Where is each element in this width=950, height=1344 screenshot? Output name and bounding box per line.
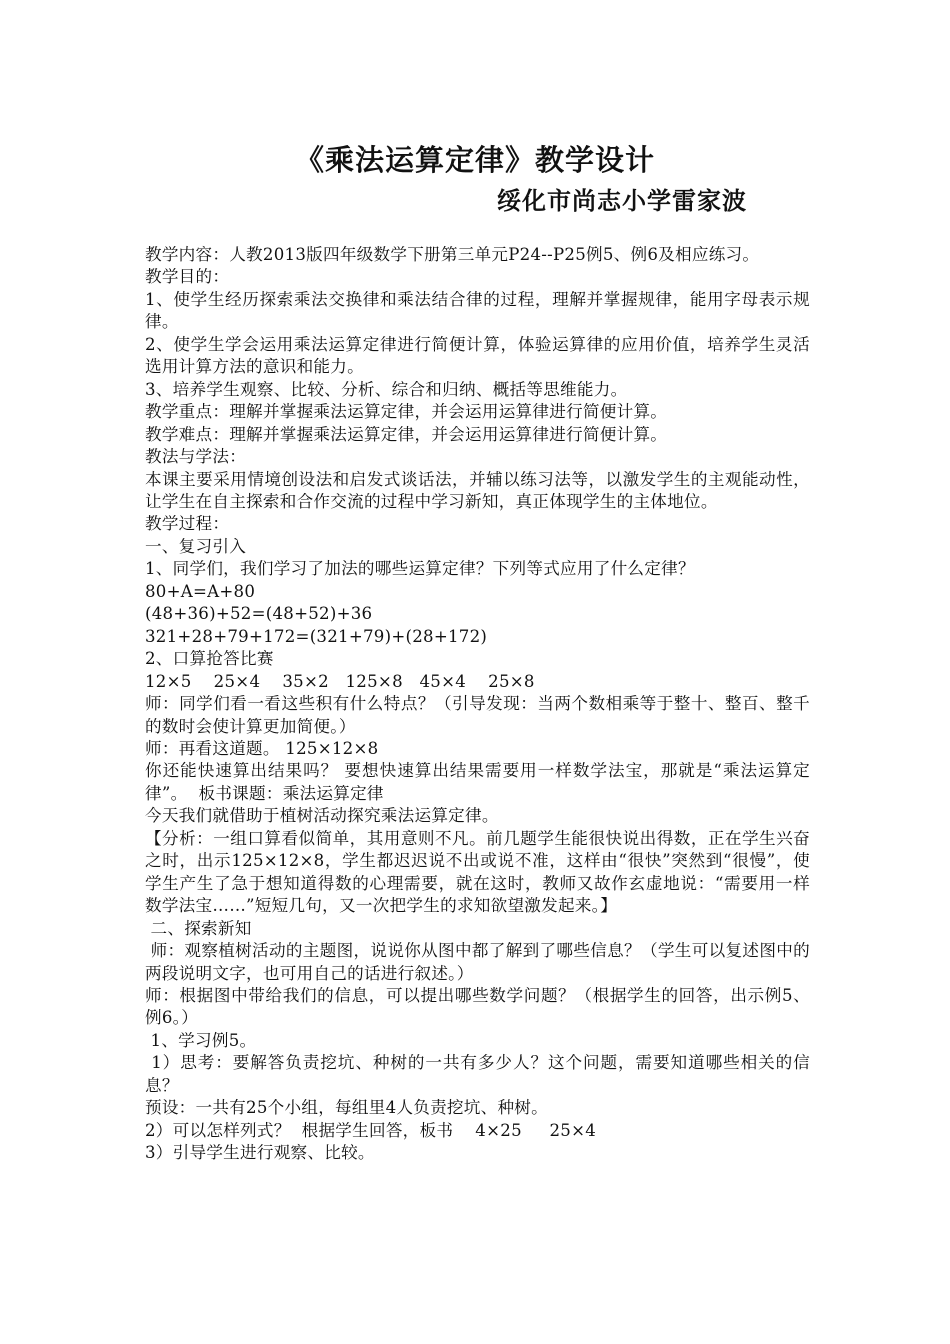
document-title: 《乘法运算定律》教学设计 — [294, 143, 655, 177]
paragraph: 2）可以怎样列式？ 根据学生回答，板书 4×25 25×4 — [145, 1120, 597, 1140]
paragraph: 二、探索新知 — [145, 918, 252, 938]
paragraph: 教学重点：理解并掌握乘法运算定律，并会运用运算律进行简便计算。 — [145, 402, 668, 422]
paragraph: 321+28+79+172=(321+79)+(28+172) — [145, 626, 488, 646]
paragraph: 12×5 25×4 35×2 125×8 45×4 25×8 — [145, 671, 535, 691]
paragraph: 教学难点：理解并掌握乘法运算定律，并会运用运算律进行简便计算。 — [145, 424, 668, 444]
document-body — [145, 244, 810, 1165]
paragraph: 教法与学法： — [145, 447, 247, 467]
paragraph: 1、同学们，我们学习了加法的哪些运算定律？下列等式应用了什么定律？ — [145, 559, 695, 579]
paragraph: 【分析：一组口算看似简单，其用意则不凡。前几题学生能很快说出得数，正在学生兴奋之时，出示125×12×8，学生都迟迟说不出或说不准，这样由“很快”突然到“很慢”，使学生产生了急于想知道得数的心理需要，就在这时，教师又故作玄虚地说：“需要用一样数学法宝……”短短几句，又一次把学生的求知欲望激发起来。】 — [145, 828, 810, 916]
paragraph: 教学过程： — [145, 514, 230, 534]
paragraph: 师：再看这道题。 125×12×8 — [145, 738, 379, 758]
paragraph: 教学目的： — [145, 267, 230, 287]
paragraph: 80+A=A+80 — [145, 581, 256, 601]
paragraph: 3、培养学生观察、比较、分析、综合和归纳、概括等思维能力。 — [145, 379, 628, 399]
paragraph: 一、复习引入 — [145, 536, 247, 556]
paragraph: 教学内容：人教2013版四年级数学下册第三单元P24--P25例5、例6及相应练习。 — [145, 245, 760, 264]
paragraph: 今天我们就借助于植树活动探究乘法运算定律。 — [145, 806, 499, 826]
paragraph: 3）引导学生进行观察、比较。 — [145, 1143, 375, 1163]
paragraph: 本课主要采用情境创设法和启发式谈话法，并辅以练习法等，以激发学生的主观能动性，让学生在自主探索和合作交流的过程中学习新知，真正体现学生的主体地位。 — [145, 469, 810, 511]
paragraph: 1、学习例5。 — [145, 1030, 257, 1050]
paragraph: 1、使学生经历探索乘法交换律和乘法结合律的过程，理解并掌握规律，能用字母表示规律。 — [145, 289, 810, 332]
paragraph: 1）思考：要解答负责挖坑、种树的一共有多少人？这个问题，需要知道哪些相关的信息？ — [145, 1053, 810, 1095]
paragraph: 预设：一共有25个小组，每组里4人负责挖坑、种树。 — [145, 1098, 548, 1118]
author-line: 绥化市尚志小学雷家波 — [497, 187, 747, 215]
paragraph: 你还能快速算出结果吗？ 要想快速算出结果需要用一样数学法宝，那就是“乘法运算定律”。 板书课题：乘法运算定律 — [145, 761, 810, 803]
paragraph: 师：根据图中带给我们的信息，可以提出哪些数学问题？（根据学生的回答，出示例5、例6。） — [145, 985, 810, 1028]
paragraph: 师：同学们看一看这些积有什么特点？（引导发现：当两个数相乘等于整十、整百、整千的数时会使计算更加简便。） — [145, 694, 810, 736]
paragraph: 2、使学生学会运用乘法运算定律进行简便计算，体验运算律的应用价值，培养学生灵活选用计算方法的意识和能力。 — [145, 334, 810, 377]
paragraph: (48+36)+52=(48+52)+36 — [145, 604, 373, 624]
paragraph: 师：观察植树活动的主题图，说说你从图中都了解到了哪些信息？（学生可以复述图中的两段说明文字，也可用自己的话进行叙述。） — [145, 941, 810, 983]
paragraph: 2、口算抢答比赛 — [145, 649, 274, 669]
